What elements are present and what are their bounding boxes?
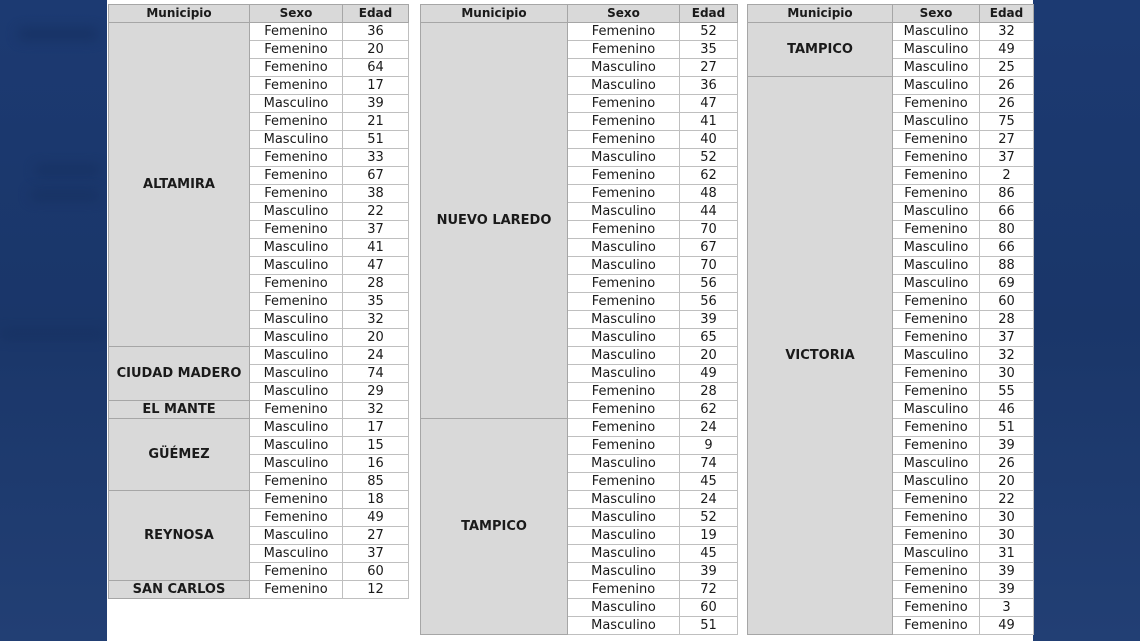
table-header-row <box>421 5 738 23</box>
edad-cell: 39 <box>680 563 738 581</box>
edad-cell: 66 <box>980 239 1034 257</box>
table-left <box>108 4 409 599</box>
sexo-cell: Femenino <box>250 509 343 527</box>
sexo-cell: Masculino <box>568 365 680 383</box>
edad-cell: 36 <box>343 23 409 41</box>
sexo-cell: Masculino <box>893 347 980 365</box>
header-municipio: Municipio <box>109 5 250 23</box>
edad-cell: 24 <box>680 491 738 509</box>
edad-cell: 36 <box>680 77 738 95</box>
table-row <box>421 419 738 437</box>
sexo-cell: Femenino <box>568 275 680 293</box>
edad-cell: 62 <box>680 167 738 185</box>
sexo-cell: Masculino <box>250 239 343 257</box>
sexo-cell: Femenino <box>250 221 343 239</box>
sexo-cell: Masculino <box>568 239 680 257</box>
sexo-cell: Femenino <box>568 293 680 311</box>
sexo-cell: Femenino <box>568 95 680 113</box>
edad-cell: 60 <box>680 599 738 617</box>
municipio-cell: NUEVO LAREDO <box>421 23 568 419</box>
municipio-cell: CIUDAD MADERO <box>109 347 250 401</box>
edad-cell: 47 <box>343 257 409 275</box>
edad-cell: 41 <box>343 239 409 257</box>
table-row <box>109 491 409 509</box>
header-edad: Edad <box>343 5 409 23</box>
sexo-cell: Femenino <box>893 617 980 635</box>
sexo-cell: Masculino <box>250 311 343 329</box>
sexo-cell: Masculino <box>250 545 343 563</box>
sexo-cell: Masculino <box>893 77 980 95</box>
edad-cell: 39 <box>980 563 1034 581</box>
sexo-cell: Masculino <box>250 347 343 365</box>
table-row <box>109 347 409 365</box>
sexo-cell: Masculino <box>893 455 980 473</box>
sexo-cell: Masculino <box>250 131 343 149</box>
edad-cell: 21 <box>343 113 409 131</box>
sexo-cell: Femenino <box>893 365 980 383</box>
sexo-cell: Masculino <box>250 419 343 437</box>
sexo-cell: Femenino <box>893 563 980 581</box>
sexo-cell: Femenino <box>893 185 980 203</box>
sexo-cell: Femenino <box>250 167 343 185</box>
sexo-cell: Masculino <box>568 491 680 509</box>
edad-cell: 39 <box>980 581 1034 599</box>
header-sexo: Sexo <box>250 5 343 23</box>
edad-cell: 3 <box>980 599 1034 617</box>
table-row <box>748 77 1034 95</box>
edad-cell: 22 <box>343 203 409 221</box>
edad-cell: 9 <box>680 437 738 455</box>
sexo-cell: Masculino <box>893 41 980 59</box>
sexo-cell: Masculino <box>568 617 680 635</box>
sexo-cell: Masculino <box>250 329 343 347</box>
edad-cell: 27 <box>980 131 1034 149</box>
edad-cell: 20 <box>343 41 409 59</box>
edad-cell: 28 <box>680 383 738 401</box>
edad-cell: 28 <box>343 275 409 293</box>
municipio-cell: EL MANTE <box>109 401 250 419</box>
table-row <box>109 419 409 437</box>
sexo-cell: Masculino <box>568 563 680 581</box>
edad-cell: 86 <box>980 185 1034 203</box>
sexo-cell: Femenino <box>250 113 343 131</box>
sexo-cell: Femenino <box>893 293 980 311</box>
sexo-cell: Masculino <box>250 365 343 383</box>
background-blur-text <box>18 28 98 40</box>
edad-cell: 32 <box>980 23 1034 41</box>
edad-cell: 60 <box>343 563 409 581</box>
sexo-cell: Masculino <box>568 59 680 77</box>
edad-cell: 65 <box>680 329 738 347</box>
edad-cell: 25 <box>980 59 1034 77</box>
table-row <box>748 23 1034 41</box>
sexo-cell: Femenino <box>568 401 680 419</box>
sexo-cell: Masculino <box>568 257 680 275</box>
sexo-cell: Femenino <box>250 563 343 581</box>
table-row <box>109 23 409 41</box>
sexo-cell: Femenino <box>568 185 680 203</box>
edad-cell: 41 <box>680 113 738 131</box>
header-municipio: Municipio <box>748 5 893 23</box>
municipio-cell: ALTAMIRA <box>109 23 250 347</box>
sexo-cell: Femenino <box>250 581 343 599</box>
edad-cell: 49 <box>980 617 1034 635</box>
edad-cell: 35 <box>343 293 409 311</box>
edad-cell: 40 <box>680 131 738 149</box>
sexo-cell: Masculino <box>893 59 980 77</box>
sexo-cell: Masculino <box>568 509 680 527</box>
edad-cell: 47 <box>680 95 738 113</box>
sexo-cell: Masculino <box>568 527 680 545</box>
edad-cell: 69 <box>980 275 1034 293</box>
sexo-cell: Masculino <box>568 347 680 365</box>
edad-cell: 88 <box>980 257 1034 275</box>
sexo-cell: Femenino <box>250 473 343 491</box>
edad-cell: 2 <box>980 167 1034 185</box>
sexo-cell: Masculino <box>250 383 343 401</box>
sexo-cell: Femenino <box>250 185 343 203</box>
background-blur-band <box>0 330 107 338</box>
edad-cell: 66 <box>980 203 1034 221</box>
edad-cell: 26 <box>980 77 1034 95</box>
sexo-cell: Femenino <box>568 383 680 401</box>
table-row <box>109 581 409 599</box>
edad-cell: 30 <box>980 509 1034 527</box>
edad-cell: 18 <box>343 491 409 509</box>
edad-cell: 44 <box>680 203 738 221</box>
edad-cell: 45 <box>680 473 738 491</box>
edad-cell: 26 <box>980 455 1034 473</box>
sexo-cell: Masculino <box>568 311 680 329</box>
edad-cell: 74 <box>680 455 738 473</box>
edad-cell: 37 <box>343 545 409 563</box>
edad-cell: 39 <box>980 437 1034 455</box>
edad-cell: 52 <box>680 23 738 41</box>
edad-cell: 67 <box>343 167 409 185</box>
sexo-cell: Masculino <box>893 239 980 257</box>
edad-cell: 33 <box>343 149 409 167</box>
edad-cell: 39 <box>680 311 738 329</box>
municipio-cell: SAN CARLOS <box>109 581 250 599</box>
edad-cell: 55 <box>980 383 1034 401</box>
municipio-cell: GÜÉMEZ <box>109 419 250 491</box>
edad-cell: 35 <box>680 41 738 59</box>
sexo-cell: Femenino <box>893 437 980 455</box>
edad-cell: 56 <box>680 275 738 293</box>
edad-cell: 45 <box>680 545 738 563</box>
edad-cell: 27 <box>343 527 409 545</box>
edad-cell: 39 <box>343 95 409 113</box>
table-header-row <box>748 5 1034 23</box>
edad-cell: 52 <box>680 149 738 167</box>
header-sexo: Sexo <box>568 5 680 23</box>
edad-cell: 20 <box>980 473 1034 491</box>
background-blur-text <box>35 165 100 175</box>
sexo-cell: Femenino <box>250 293 343 311</box>
sexo-cell: Masculino <box>893 275 980 293</box>
sexo-cell: Masculino <box>568 203 680 221</box>
sexo-cell: Femenino <box>893 131 980 149</box>
sexo-cell: Femenino <box>893 167 980 185</box>
sexo-cell: Masculino <box>568 329 680 347</box>
sexo-cell: Masculino <box>893 473 980 491</box>
sexo-cell: Femenino <box>568 23 680 41</box>
sexo-cell: Femenino <box>250 491 343 509</box>
sexo-cell: Masculino <box>250 527 343 545</box>
edad-cell: 24 <box>680 419 738 437</box>
edad-cell: 37 <box>980 329 1034 347</box>
sexo-cell: Femenino <box>893 311 980 329</box>
edad-cell: 26 <box>980 95 1034 113</box>
edad-cell: 32 <box>980 347 1034 365</box>
sexo-cell: Masculino <box>893 401 980 419</box>
edad-cell: 12 <box>343 581 409 599</box>
sexo-cell: Femenino <box>250 401 343 419</box>
sexo-cell: Masculino <box>250 95 343 113</box>
sexo-cell: Masculino <box>250 257 343 275</box>
sexo-cell: Masculino <box>250 203 343 221</box>
sexo-cell: Femenino <box>250 149 343 167</box>
edad-cell: 17 <box>343 419 409 437</box>
edad-cell: 62 <box>680 401 738 419</box>
edad-cell: 70 <box>680 221 738 239</box>
header-edad: Edad <box>980 5 1034 23</box>
edad-cell: 19 <box>680 527 738 545</box>
sexo-cell: Femenino <box>250 41 343 59</box>
sexo-cell: Masculino <box>568 77 680 95</box>
municipio-cell: TAMPICO <box>421 419 568 635</box>
sexo-cell: Femenino <box>568 437 680 455</box>
sexo-cell: Femenino <box>568 113 680 131</box>
sexo-cell: Masculino <box>893 257 980 275</box>
sexo-cell: Femenino <box>568 581 680 599</box>
sexo-cell: Masculino <box>568 149 680 167</box>
edad-cell: 64 <box>343 59 409 77</box>
sexo-cell: Femenino <box>568 41 680 59</box>
edad-cell: 37 <box>980 149 1034 167</box>
sexo-cell: Femenino <box>568 167 680 185</box>
table-row <box>109 401 409 419</box>
sexo-cell: Femenino <box>250 275 343 293</box>
table-header-row <box>109 5 409 23</box>
edad-cell: 28 <box>980 311 1034 329</box>
sexo-cell: Femenino <box>893 527 980 545</box>
edad-cell: 32 <box>343 401 409 419</box>
edad-cell: 24 <box>343 347 409 365</box>
sexo-cell: Masculino <box>893 23 980 41</box>
edad-cell: 37 <box>343 221 409 239</box>
table-row <box>421 23 738 41</box>
sexo-cell: Masculino <box>893 113 980 131</box>
edad-cell: 51 <box>980 419 1034 437</box>
sexo-cell: Femenino <box>893 149 980 167</box>
edad-cell: 49 <box>680 365 738 383</box>
sexo-cell: Femenino <box>893 491 980 509</box>
edad-cell: 27 <box>680 59 738 77</box>
sexo-cell: Masculino <box>893 203 980 221</box>
edad-cell: 60 <box>980 293 1034 311</box>
sexo-cell: Masculino <box>568 599 680 617</box>
edad-cell: 17 <box>343 77 409 95</box>
municipio-cell: VICTORIA <box>748 77 893 635</box>
background-blur-text <box>30 190 100 200</box>
sexo-cell: Masculino <box>250 437 343 455</box>
edad-cell: 30 <box>980 527 1034 545</box>
sexo-cell: Femenino <box>568 473 680 491</box>
sexo-cell: Femenino <box>893 329 980 347</box>
sexo-cell: Femenino <box>568 419 680 437</box>
sexo-cell: Femenino <box>893 419 980 437</box>
edad-cell: 46 <box>980 401 1034 419</box>
sexo-cell: Femenino <box>568 131 680 149</box>
edad-cell: 29 <box>343 383 409 401</box>
edad-cell: 56 <box>680 293 738 311</box>
sexo-cell: Femenino <box>893 509 980 527</box>
edad-cell: 22 <box>980 491 1034 509</box>
sexo-cell: Masculino <box>568 545 680 563</box>
edad-cell: 49 <box>980 41 1034 59</box>
edad-cell: 48 <box>680 185 738 203</box>
edad-cell: 49 <box>343 509 409 527</box>
edad-cell: 74 <box>343 365 409 383</box>
sexo-cell: Masculino <box>568 455 680 473</box>
edad-cell: 31 <box>980 545 1034 563</box>
edad-cell: 51 <box>343 131 409 149</box>
sexo-cell: Femenino <box>568 221 680 239</box>
edad-cell: 16 <box>343 455 409 473</box>
edad-cell: 85 <box>343 473 409 491</box>
header-edad: Edad <box>680 5 738 23</box>
sexo-cell: Femenino <box>893 221 980 239</box>
edad-cell: 80 <box>980 221 1034 239</box>
sexo-cell: Femenino <box>250 23 343 41</box>
table-right <box>747 4 1034 635</box>
sexo-cell: Femenino <box>893 383 980 401</box>
edad-cell: 51 <box>680 617 738 635</box>
sexo-cell: Femenino <box>250 59 343 77</box>
edad-cell: 72 <box>680 581 738 599</box>
header-municipio: Municipio <box>421 5 568 23</box>
edad-cell: 30 <box>980 365 1034 383</box>
edad-cell: 75 <box>980 113 1034 131</box>
table-middle <box>420 4 738 635</box>
sexo-cell: Masculino <box>893 545 980 563</box>
edad-cell: 20 <box>680 347 738 365</box>
sexo-cell: Masculino <box>250 455 343 473</box>
edad-cell: 38 <box>343 185 409 203</box>
sexo-cell: Femenino <box>893 95 980 113</box>
edad-cell: 52 <box>680 509 738 527</box>
edad-cell: 70 <box>680 257 738 275</box>
sexo-cell: Femenino <box>893 581 980 599</box>
sexo-cell: Femenino <box>893 599 980 617</box>
edad-cell: 15 <box>343 437 409 455</box>
edad-cell: 67 <box>680 239 738 257</box>
edad-cell: 20 <box>343 329 409 347</box>
municipio-cell: TAMPICO <box>748 23 893 77</box>
header-sexo: Sexo <box>893 5 980 23</box>
edad-cell: 32 <box>343 311 409 329</box>
sexo-cell: Femenino <box>250 77 343 95</box>
municipio-cell: REYNOSA <box>109 491 250 581</box>
